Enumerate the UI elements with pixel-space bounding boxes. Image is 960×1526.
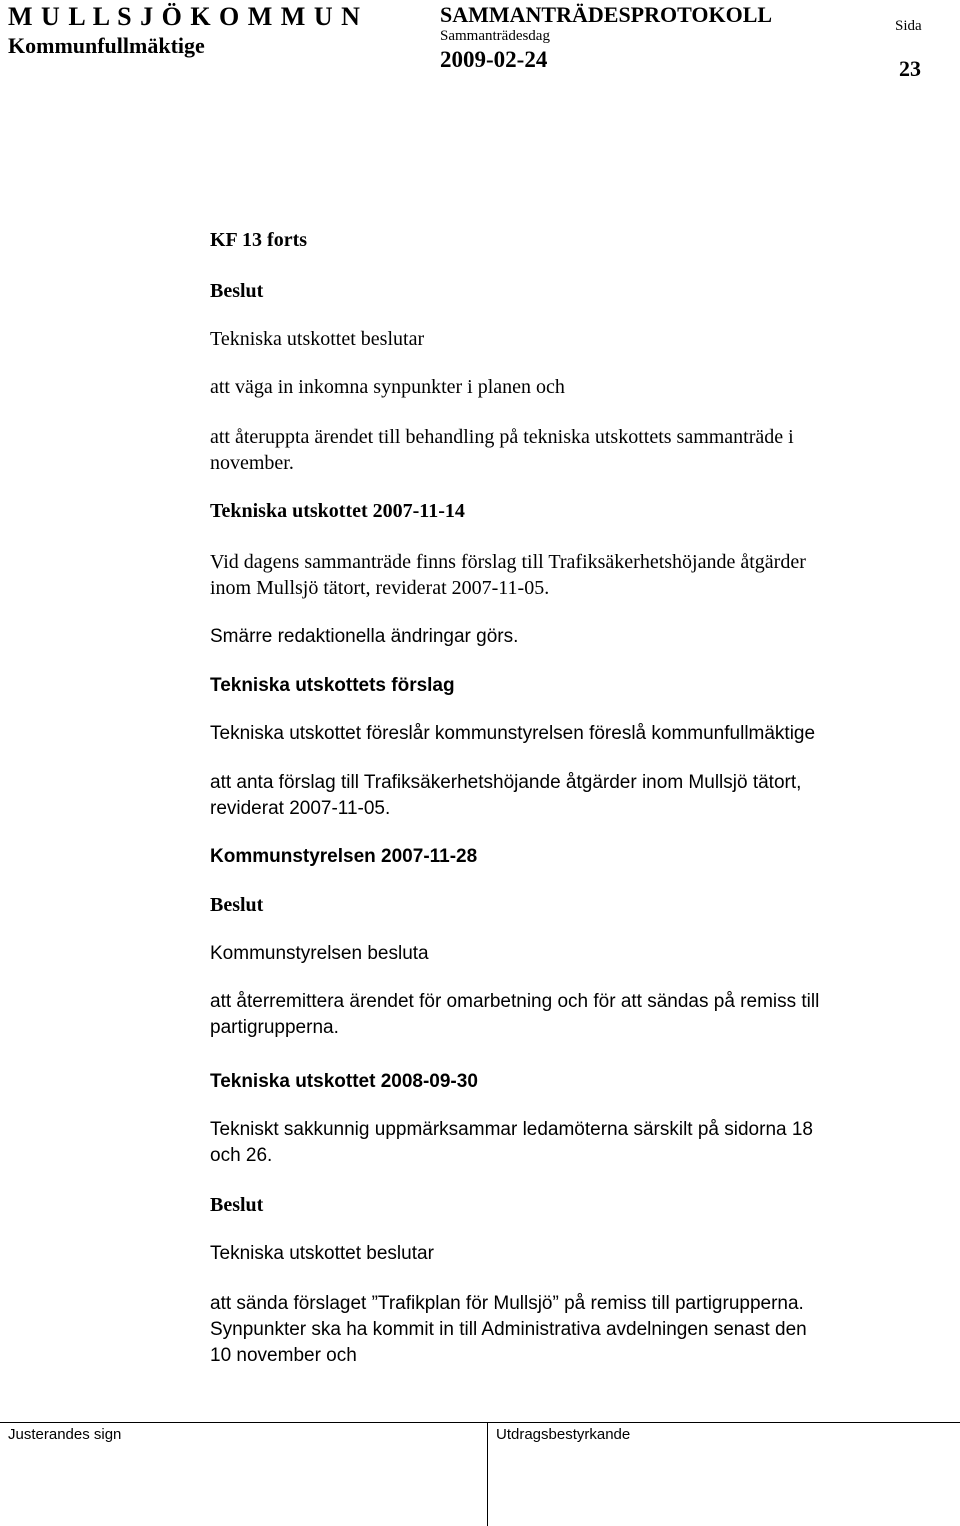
subsection-heading: Tekniska utskottet 2008-09-30 (210, 1071, 478, 1092)
subsection-heading: Tekniska utskottets förslag (210, 675, 455, 696)
paragraph-text: 10 november och (210, 1345, 357, 1366)
signature-label: Justerandes sign (8, 1426, 122, 1443)
meeting-date: 2009-02-24 (440, 47, 548, 72)
paragraph-text: att sända förslaget ”Trafikplan för Mullsjö” på remiss till partigrupperna. (210, 1293, 804, 1314)
municipality-name: M U L L S J Ö K O M M U N (8, 2, 361, 31)
paragraph-text: att återremittera ärendet för omarbetning och för att sändas på remiss till (210, 991, 820, 1012)
paragraph-text: inom Mullsjö tätort, reviderat 2007-11-05. (210, 577, 550, 599)
section-title: KF 13 forts (210, 229, 308, 251)
footer-divider-line (0, 1422, 960, 1423)
extract-certification-label: Utdragsbestyrkande (496, 1426, 631, 1443)
body-name: Kommunfullmäktige (8, 33, 205, 58)
paragraph-text: att anta förslag till Trafiksäkerhetshöjande åtgärder inom Mullsjö tätort, (210, 772, 802, 793)
subsection-heading: Tekniska utskottet 2007-11-14 (210, 500, 465, 522)
footer-column-divider (487, 1422, 488, 1526)
paragraph-text: Vid dagens sammanträde finns förslag till Trafiksäkerhetshöjande åtgärder (210, 551, 806, 573)
paragraph-text: partigrupperna. (210, 1017, 339, 1038)
paragraph-text: och 26. (210, 1145, 273, 1166)
protocol-title: SAMMANTRÄDESPROTOKOLL (440, 2, 773, 27)
paragraph-text: Tekniskt sakkunnig uppmärksammar ledamöterna särskilt på sidorna 18 (210, 1119, 813, 1140)
subsection-heading: Kommunstyrelsen 2007-11-28 (210, 846, 478, 867)
paragraph-text: Smärre redaktionella ändringar görs. (210, 626, 519, 647)
paragraph-text: Synpunkter ska ha kommit in till Administrativa avdelningen senast den (210, 1319, 807, 1340)
page-label: Sida (895, 18, 922, 34)
decision-heading: Beslut (210, 280, 264, 302)
paragraph-text: november. (210, 452, 294, 474)
paragraph-text: Tekniska utskottet beslutar (210, 328, 425, 350)
page-number: 23 (899, 56, 921, 81)
paragraph-text: att väga in inkomna synpunkter i planen och (210, 376, 565, 398)
paragraph-text: att återuppta ärendet till behandling på tekniska utskottets sammanträde i (210, 426, 794, 448)
meeting-date-label: Sammanträdesdag (440, 28, 550, 44)
decision-heading: Beslut (210, 1194, 264, 1216)
paragraph-text: Kommunstyrelsen besluta (210, 943, 429, 964)
paragraph-text: Tekniska utskottet beslutar (210, 1243, 434, 1264)
decision-heading: Beslut (210, 894, 264, 916)
paragraph-text: Tekniska utskottet föreslår kommunstyrelsen föreslå kommunfullmäktige (210, 723, 816, 744)
paragraph-text: reviderat 2007-11-05. (210, 798, 391, 819)
